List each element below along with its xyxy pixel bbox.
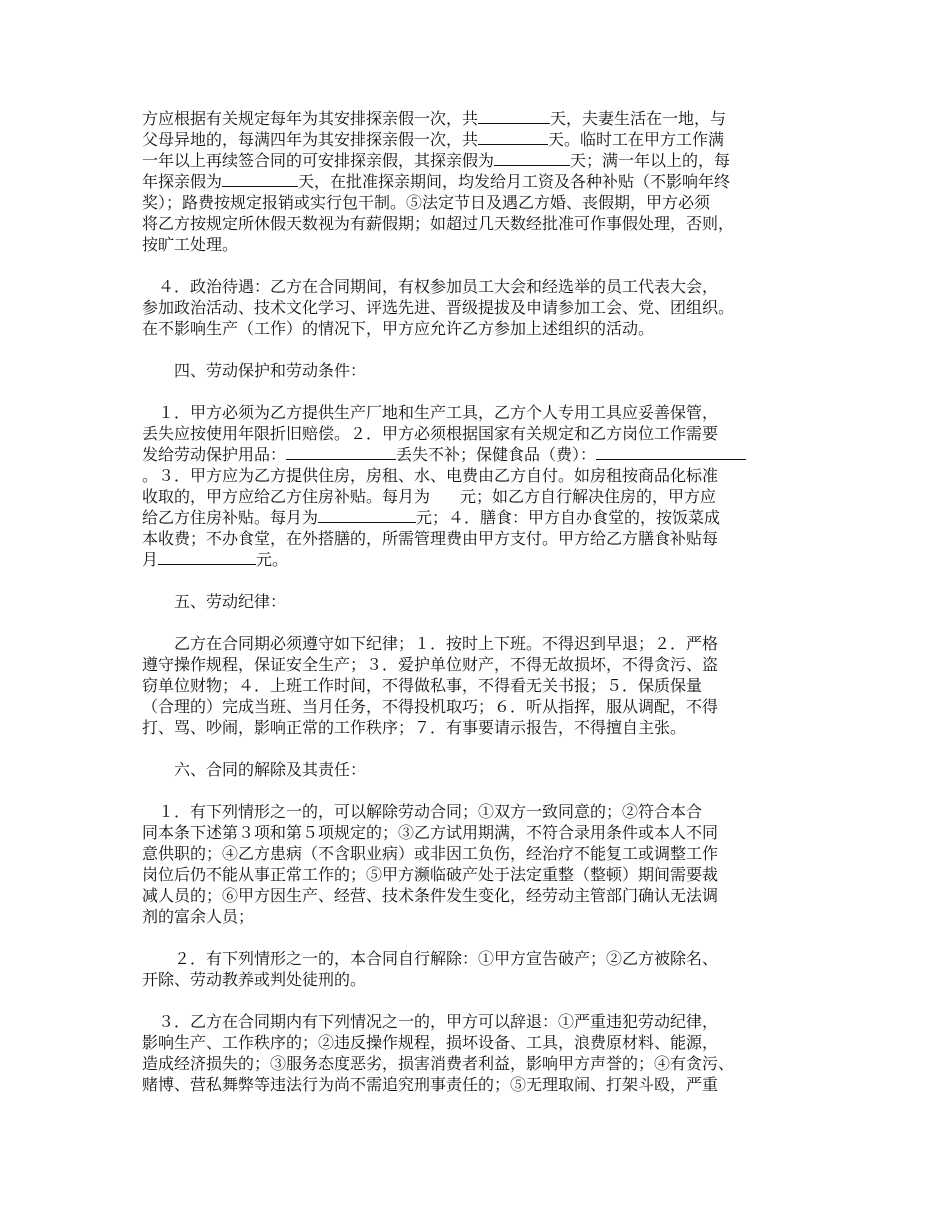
- text-line: 将乙方按规定所休假天数视为有薪假期；如超过几天数经批准可作事假处理，否则，: [142, 214, 735, 233]
- text-line: 丢失应按使用年限折旧赔偿。２．甲方必须根据国家有关规定和乙方岗位工作需要: [142, 424, 719, 443]
- text-line: 收取的，甲方应给乙方住房补贴。每月为 元；如乙方自行解决住房的，甲方应: [142, 487, 717, 506]
- text-line: 同本条下述第３项和第５项规定的；③乙方试用期满，不符合录用条件或本人不同: [142, 823, 719, 842]
- section-heading-termination: 六、合同的解除及其责任：: [174, 760, 367, 779]
- section-heading-labor-discipline: 五、劳动纪律：: [174, 592, 287, 611]
- paragraph-termination-2: [142, 948, 814, 990]
- blank-field: [158, 549, 256, 565]
- blank-field: [494, 150, 570, 166]
- text-line: 月 元。: [142, 550, 289, 569]
- paragraph-termination-1: [142, 801, 814, 927]
- paragraph-termination-3: [142, 1011, 814, 1095]
- text-line: 窃单位财物；４．上班工作时间，不得做私事，不得看无关书报；５．保质保量: [142, 676, 703, 695]
- text-line: 本收费；不办食堂，在外搭膳的，所需管理费由甲方支付。甲方给乙方膳食补贴每: [142, 529, 719, 548]
- text-line: 一年以上再续签合同的可安排探亲假，其探亲假为 天；满一年以上的，每: [142, 151, 731, 170]
- text-line: ３．乙方在合同期内有下列情况之一的，甲方可以辞退：①严重违犯劳动纪律，: [142, 1012, 719, 1031]
- text-line: ４．政治待遇：乙方在合同期间，有权参加员工大会和经选举的员工代表大会，: [142, 277, 719, 296]
- blank-field: [596, 444, 746, 460]
- paragraph-home-leave: [142, 108, 814, 255]
- text-line: 意供职的；④乙方患病（不含职业病）或非因工负伤，经治疗不能复工或调整工作: [142, 844, 719, 863]
- text-line: 乙方在合同期必须遵守如下纪律；１．按时上下班。不得迟到早退；２．严格: [174, 634, 719, 653]
- paragraph-political-treatment: [142, 276, 814, 339]
- text-line: 父母异地的，每满四年为其安排探亲假一次，共 天。临时工在甲方工作满: [142, 130, 725, 149]
- text-line: 赌博、营私舞弊等违法行为尚不需追究刑事责任的；⑤无理取闹、打架斗殴，严重: [142, 1075, 719, 1094]
- text-line: 发给劳动保护用品： 丢失不补；保健食品（费）：: [142, 444, 814, 465]
- blank-field: [478, 129, 548, 145]
- blank-field: [222, 171, 298, 187]
- text-line: 开除、劳动教养或判处徒刑的。: [142, 970, 367, 989]
- paragraph-labor-discipline: [142, 633, 814, 738]
- text-line: １．有下列情形之一的，可以解除劳动合同；①双方一致同意的；②符合本合: [142, 802, 703, 821]
- text-line: 年探亲假为 天，在批准探亲期间，均发给月工资及各种补贴（不影响年终: [142, 172, 731, 191]
- text-line: 岗位后仍不能从事正常工作的；⑤甲方濒临破产处于法定重整（整顿）期间需要裁: [142, 865, 719, 884]
- section-heading-labor-protection: 四、劳动保护和劳动条件：: [174, 361, 367, 380]
- document-page: [142, 108, 814, 1116]
- text-line: 参加政治活动、技术文化学习、评选先进、晋级提拔及申请参加工会、党、团组织。: [142, 298, 735, 317]
- text-line: 剂的富余人员；: [142, 907, 255, 926]
- blank-field: [478, 108, 550, 124]
- text-line: 在不影响生产（工作）的情况下，甲方应允许乙方参加上述组织的活动。: [142, 319, 655, 338]
- text-line: 遵守操作规程，保证安全生产；３．爱护单位财产，不得无故损坏，不得贪污、盗: [142, 655, 719, 674]
- text-line: 打、骂、吵闹，影响正常的工作秩序；７．有事要请示报告，不得擅自主张。: [142, 718, 687, 737]
- text-line: （合理的）完成当班、当月任务，不得投机取巧；６．听从指挥，服从调配，不得: [142, 697, 719, 716]
- blank-field: [286, 444, 396, 460]
- text-line: 减人员的；⑥甲方因生产、经营、技术条件发生变化，经劳动主管部门确认无法调: [142, 886, 719, 905]
- text-line: 奖）；路费按规定报销或实行包干制。⑤法定节日及遇乙方婚、丧假期，甲方必须: [142, 193, 711, 212]
- text-line: 影响生产、工作秩序的；②违反操作规程，损坏设备、工具，浪费原材料、能源，: [142, 1033, 719, 1052]
- text-line: 给乙方住房补贴。每月为 元；４．膳食：甲方自办食堂的，按饭菜成: [142, 508, 721, 527]
- text-line: 方应根据有关规定每年为其安排探亲假一次，共 天，夫妻生活在一地，与: [142, 109, 727, 128]
- text-line: 造成经济损失的；③服务态度恶劣，损害消费者利益，影响甲方声誉的；④有贪污、: [142, 1054, 735, 1073]
- text-line: 按旷工处理。: [142, 235, 239, 254]
- text-line: 。３．甲方应为乙方提供住房，房租、水、电费由乙方自付。如房租按商品化标准: [142, 466, 719, 485]
- text-line: ２．有下列情形之一的，本合同自行解除：①甲方宣告破产；②乙方被除名、: [158, 949, 719, 968]
- text-line: １．甲方必须为乙方提供生产厂地和生产工具，乙方个人专用工具应妥善保管，: [142, 403, 719, 422]
- paragraph-labor-protection: [142, 402, 814, 570]
- blank-field: [318, 507, 416, 523]
